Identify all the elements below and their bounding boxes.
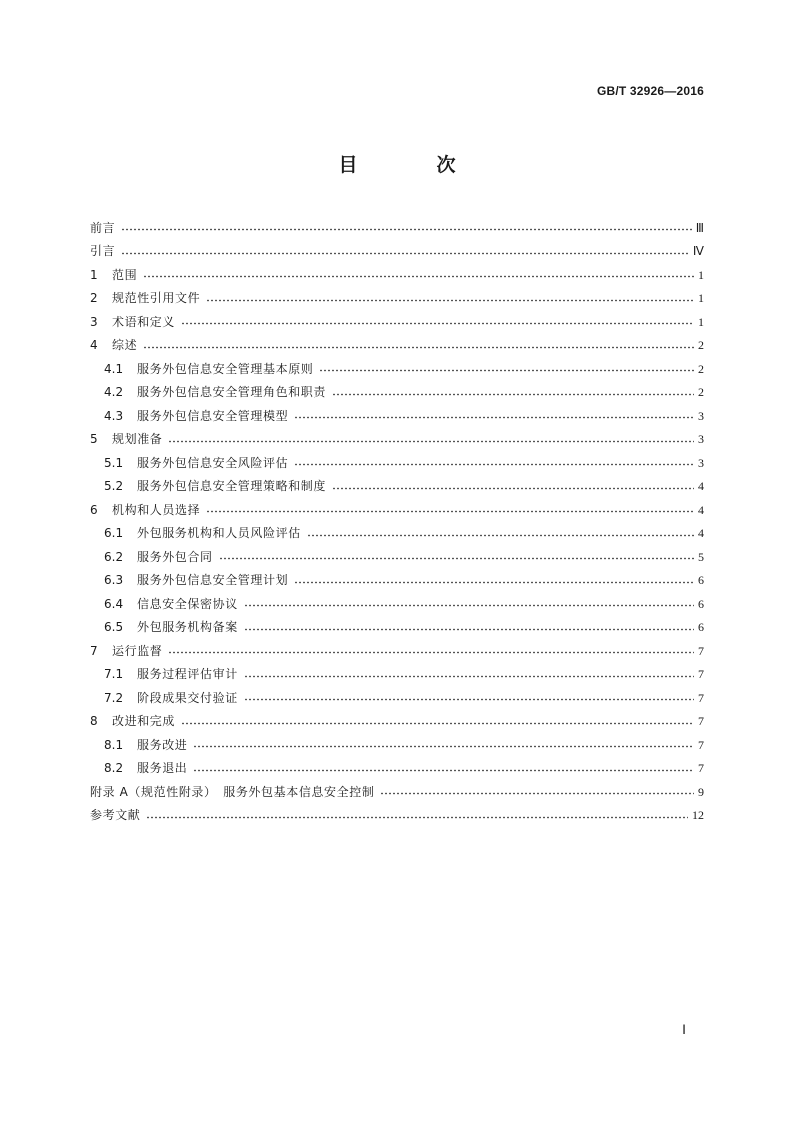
page-title: 目 次	[338, 154, 486, 176]
dot-leader	[307, 534, 694, 537]
toc-entry-number: 5	[90, 432, 98, 447]
toc-entry-label: 服务外包信息安全管理策略和制度	[137, 479, 327, 494]
dot-leader	[193, 745, 694, 748]
dot-leader	[332, 487, 694, 490]
toc-entry-page: 6	[698, 596, 704, 611]
dot-leader	[244, 604, 694, 607]
toc-entry[interactable]	[90, 569, 704, 593]
toc-entry-label: 外包服务机构备案	[137, 620, 238, 635]
dot-leader	[332, 393, 694, 396]
toc-entry[interactable]	[90, 710, 704, 734]
toc-entry-label: 规划准备	[112, 432, 163, 447]
toc-entry-page: 4	[698, 479, 704, 494]
dot-leader	[294, 416, 694, 419]
toc-entry-number: 7	[90, 643, 98, 658]
toc-entry-page: 12	[692, 808, 704, 823]
toc-entry[interactable]	[90, 216, 704, 240]
toc-entry[interactable]	[90, 545, 704, 569]
toc-entry-page: 5	[698, 549, 704, 564]
toc-entry-label: 参考文献	[90, 808, 141, 823]
dot-leader	[244, 628, 694, 631]
toc-entry[interactable]	[90, 498, 704, 522]
page-number: Ⅰ	[682, 1022, 686, 1037]
dot-leader	[121, 252, 689, 255]
toc-entry[interactable]	[90, 475, 704, 499]
toc-entry[interactable]	[90, 287, 704, 311]
toc-entry-number: 6	[90, 502, 98, 517]
dot-leader	[193, 769, 694, 772]
toc-entry-label: 服务外包信息安全管理角色和职责	[137, 385, 327, 400]
toc-entry-label: 改进和完成	[112, 714, 176, 729]
toc-entry-label: 服务外包信息安全风险评估	[137, 455, 289, 470]
dot-leader	[206, 510, 694, 513]
dot-leader	[294, 463, 694, 466]
toc-entry[interactable]	[90, 263, 704, 287]
toc-entry[interactable]	[90, 451, 704, 475]
toc-entry-number: 6.2	[104, 549, 124, 564]
toc-entry-page: 6	[698, 573, 704, 588]
dot-leader	[219, 557, 694, 560]
toc-entry-number: 2	[90, 291, 98, 306]
toc-entry-label: 综述	[112, 338, 138, 353]
toc-entry[interactable]	[90, 639, 704, 663]
standard-code: GB/T 32926—2016	[596, 84, 704, 98]
toc-entry-page: Ⅳ	[692, 244, 704, 259]
dot-leader	[206, 299, 694, 302]
toc-entry[interactable]	[90, 757, 704, 781]
toc-entry-page: 3	[698, 408, 704, 423]
toc-entry[interactable]	[90, 428, 704, 452]
toc-entry-page: 9	[698, 784, 704, 799]
toc-entry-page: 7	[698, 714, 704, 729]
toc-entry-label: 信息安全保密协议	[137, 596, 238, 611]
toc-entry-page: 7	[698, 761, 704, 776]
toc-entry-label: 服务外包合同	[137, 549, 213, 564]
dot-leader	[181, 322, 694, 325]
toc-entry-page: Ⅲ	[695, 220, 704, 235]
toc-entry[interactable]	[90, 592, 704, 616]
toc-entry-number: 6.4	[104, 596, 124, 611]
toc-entry[interactable]	[90, 310, 704, 334]
toc-entry[interactable]	[90, 733, 704, 757]
toc-entry-number: 5.1	[104, 455, 124, 470]
dot-leader	[244, 698, 694, 701]
toc-entry-page: 4	[698, 502, 704, 517]
dot-leader	[143, 275, 694, 278]
dot-leader	[244, 675, 694, 678]
dot-leader	[181, 722, 694, 725]
dot-leader	[168, 651, 694, 654]
toc-entry[interactable]	[90, 404, 704, 428]
dot-leader	[146, 816, 688, 819]
toc-entry-label: 运行监督	[112, 643, 163, 658]
toc-entry-number: 6.5	[104, 620, 124, 635]
toc-entry-page: 7	[698, 643, 704, 658]
dot-leader	[294, 581, 694, 584]
toc-entry-number: 7.1	[104, 667, 124, 682]
toc-entry[interactable]	[90, 357, 704, 381]
toc-entry[interactable]	[90, 616, 704, 640]
toc-entry-page: 4	[698, 526, 704, 541]
dot-leader	[143, 346, 694, 349]
toc-entry-page: 6	[698, 620, 704, 635]
toc-entry-label: 服务外包信息安全管理基本原则	[137, 361, 314, 376]
toc-entry-number: 4.2	[104, 385, 124, 400]
toc-entry-label: 服务过程评估审计	[137, 667, 238, 682]
toc-entry-number: 1	[90, 267, 98, 282]
toc-entry-page: 1	[698, 267, 704, 282]
dot-leader	[319, 369, 694, 372]
toc-entry-label: 服务改进	[137, 737, 188, 752]
toc-entry-number: 5.2	[104, 479, 124, 494]
toc-entry-label: 服务外包信息安全管理模型	[137, 408, 289, 423]
toc-entry[interactable]	[90, 522, 704, 546]
toc-entry[interactable]	[90, 663, 704, 687]
table-of-contents	[90, 216, 704, 827]
toc-entry[interactable]	[90, 240, 704, 264]
toc-entry-label: 机构和人员选择	[112, 502, 201, 517]
toc-entry-page: 7	[698, 667, 704, 682]
toc-entry-number: 6.1	[104, 526, 124, 541]
toc-entry[interactable]	[90, 780, 704, 804]
toc-entry-page: 3	[698, 455, 704, 470]
dot-leader	[168, 440, 694, 443]
dot-leader	[380, 792, 694, 795]
toc-entry-label: 服务退出	[137, 761, 188, 776]
toc-entry-page: 1	[698, 291, 704, 306]
toc-entry-number: 4.1	[104, 361, 124, 376]
toc-entry-label: 前言	[90, 220, 116, 235]
toc-entry-label: 外包服务机构和人员风险评估	[137, 526, 301, 541]
toc-entry-page: 2	[698, 385, 704, 400]
toc-entry[interactable]	[90, 804, 704, 828]
dot-leader	[121, 228, 692, 231]
toc-entry-number: 8	[90, 714, 98, 729]
toc-entry-label: 范围	[112, 267, 138, 282]
toc-entry-page: 2	[698, 361, 704, 376]
toc-entry[interactable]	[90, 686, 704, 710]
toc-entry-number: 4.3	[104, 408, 124, 423]
toc-entry-label: 服务外包信息安全管理计划	[137, 573, 289, 588]
toc-entry-number: 3	[90, 314, 98, 329]
toc-entry-page: 3	[698, 432, 704, 447]
toc-entry-page: 7	[698, 737, 704, 752]
toc-entry-number: 6.3	[104, 573, 124, 588]
toc-entry-label: 引言	[90, 244, 116, 259]
toc-entry-label: 阶段成果交付验证	[137, 690, 238, 705]
toc-entry-label: 附录 A（规范性附录） 服务外包基本信息安全控制	[90, 784, 375, 799]
toc-entry[interactable]	[90, 381, 704, 405]
toc-entry-number: 8.2	[104, 761, 124, 776]
toc-entry-label: 规范性引用文件	[112, 291, 201, 306]
toc-entry-page: 7	[698, 690, 704, 705]
toc-entry-page: 2	[698, 338, 704, 353]
toc-entry-number: 8.1	[104, 737, 124, 752]
toc-entry[interactable]	[90, 334, 704, 358]
toc-entry-number: 7.2	[104, 690, 124, 705]
toc-entry-number: 4	[90, 338, 98, 353]
toc-entry-page: 1	[698, 314, 704, 329]
toc-entry-label: 术语和定义	[112, 314, 176, 329]
